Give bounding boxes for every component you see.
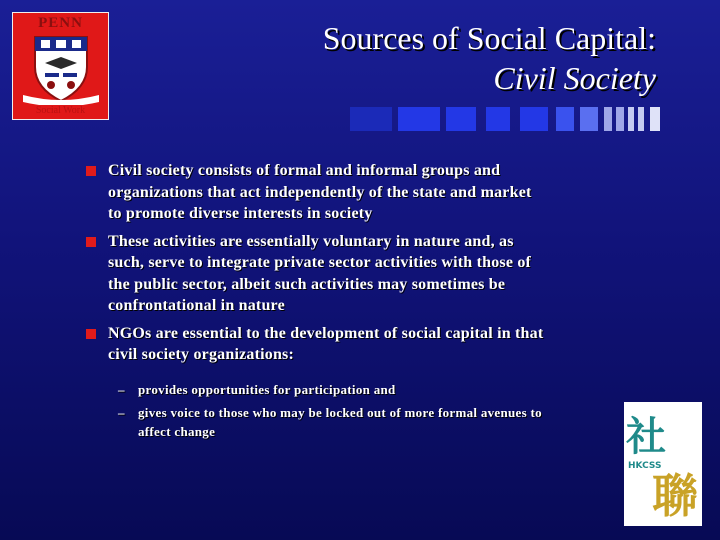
dash-marker: – <box>118 404 125 420</box>
deco-block <box>580 107 598 131</box>
title-line-1: Sources of Social Capital: <box>322 20 656 56</box>
content-area <box>86 160 646 445</box>
bullet-item <box>86 160 646 225</box>
deco-block <box>350 107 392 131</box>
slide-title <box>323 18 656 98</box>
bullet-line: organizations that act independently of the state and market <box>108 183 532 201</box>
sub-bullet-list <box>86 380 646 441</box>
bullet-line: These activities are essentially voluntary in nature and, as <box>108 232 514 250</box>
deco-stripe <box>616 107 624 131</box>
bullet-line: to promote diverse interests in society <box>108 205 373 222</box>
bullet-line: the public sector, albeit such activities may sometimes be <box>108 275 506 293</box>
bullet-marker-icon <box>86 166 96 176</box>
deco-block <box>520 107 548 131</box>
sub-bullet-item <box>118 380 646 399</box>
bullet-item <box>86 323 646 366</box>
hkcss-char-2: 聯 <box>652 469 698 523</box>
sub-bullet-item <box>118 403 646 441</box>
sub-bullet-line: gives voice to those who may be locked out of more formal avenues to <box>138 404 542 420</box>
bullet-line: Civil society consists of formal and informal groups and <box>108 162 501 179</box>
deco-block <box>398 107 440 131</box>
bullet-marker-icon <box>86 329 96 339</box>
title-line-2: Civil Society <box>493 60 656 96</box>
deco-block <box>486 107 510 131</box>
hkcss-char-1: 社 <box>626 414 666 460</box>
logo-subtitle: Social Work <box>35 105 86 116</box>
bullet-line: civil society organizations: <box>108 346 295 363</box>
motto-ribbon-icon <box>23 93 99 105</box>
dash-marker: – <box>118 381 125 397</box>
deco-stripe <box>628 107 634 131</box>
bullet-line: confrontational in nature <box>108 297 285 314</box>
deco-stripe <box>650 107 660 131</box>
deco-stripe <box>604 107 612 131</box>
bullet-item <box>86 231 646 317</box>
deco-block <box>446 107 476 131</box>
deco-stripe <box>638 107 644 131</box>
hkcss-logo-icon <box>624 402 702 526</box>
hkcss-logo <box>624 402 702 526</box>
bullet-line: such, serve to integrate private sector activities with those of <box>108 254 532 271</box>
deco-block <box>556 107 574 131</box>
bullet-marker-icon <box>86 237 96 247</box>
penn-logo <box>12 12 109 120</box>
hkcss-label: HKCSS <box>628 461 662 471</box>
sub-bullet-line: provides opportunities for participation and <box>138 381 396 397</box>
bullet-line: NGOs are essential to the development of social capital in that <box>108 324 544 342</box>
logo-word: PENN <box>38 15 83 31</box>
sub-bullet-line: affect change <box>138 423 216 439</box>
